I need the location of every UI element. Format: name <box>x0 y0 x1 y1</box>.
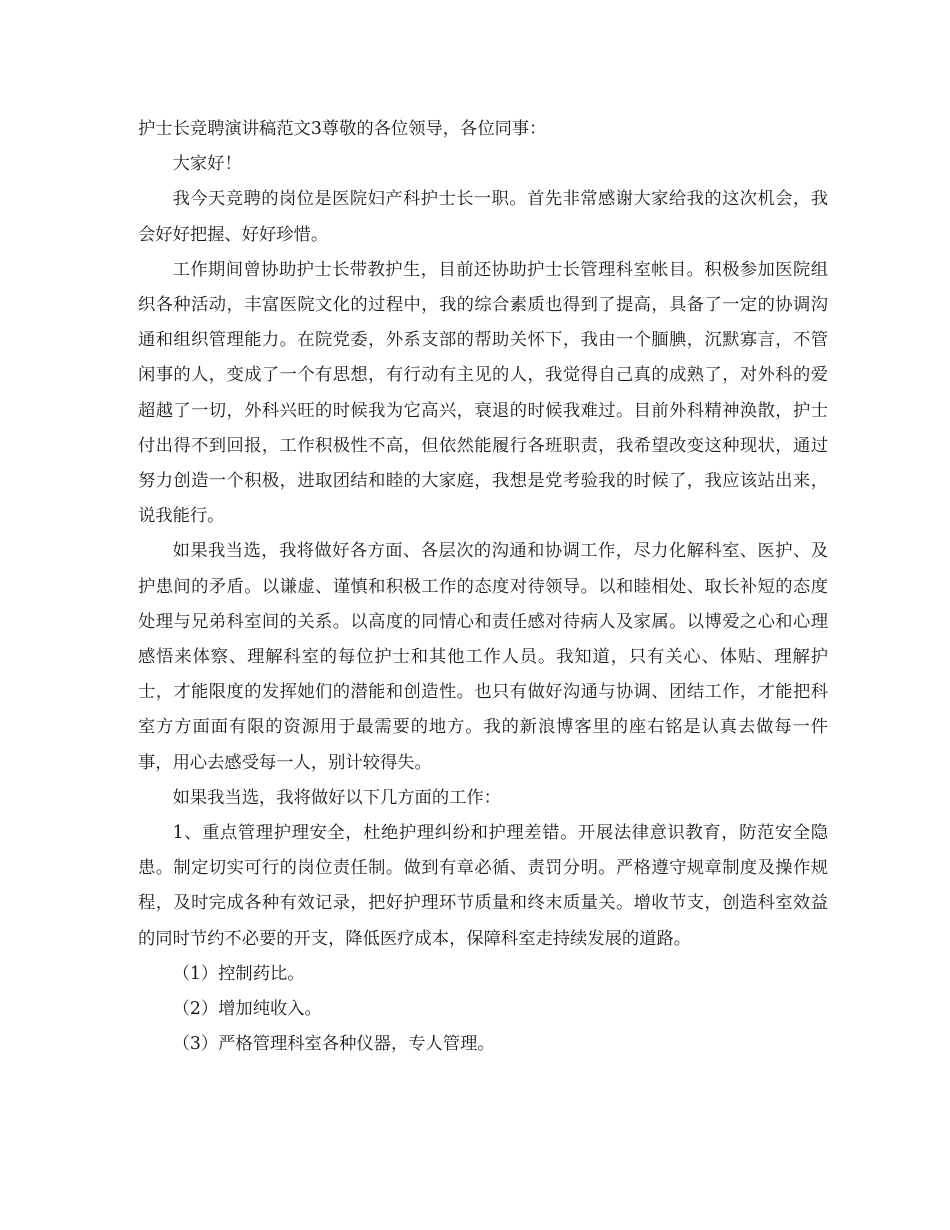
intro-line: 护士长竞聘演讲稿范文3尊敬的各位领导，各位同事： <box>138 119 547 139</box>
list-item: （1）控制药比。 <box>172 963 305 984</box>
body-paragraph: 我今天竞聘的岗位是医院妇产科护士长一职。首先非常感谢大家给我的这次机会，我会好好把握、好好珍惜。 <box>138 189 828 245</box>
body-paragraph: 如果我当选，我将做好各方面、各层次的沟通和协调工作，尽力化解科室、医护、及护患间的矛盾。以谦虚、谨慎和积极工作的态度对待领导。以和睦相处、取长补短的态度处理与兄弟科室间的关系。以高度的同情心和责任感对待病人及家属。以博爱之心和心理感悟来体察、理解科室的每位护士和其他工作人员。我知道，只有关心、体贴、理解护士，才能限度的发挥她们的潜能和创造性。也只有做好沟通与协调、团结工作，才能把科室方方面面有限的资源用于最需要的地方。我的新浪博客里的座右铭是认真去做每一件事，用心去感受每一人，别计较得失。 <box>138 541 828 773</box>
document-body <box>138 112 828 1062</box>
list-item: （3）严格管理科室各种仪器，专人管理。 <box>172 1034 495 1055</box>
list-item: （2）增加纯收入。 <box>172 999 322 1020</box>
body-paragraph: 1、重点管理护理安全，杜绝护理纠纷和护理差错。开展法律意识教育，防范安全隐患。制定切实可行的岗位责任制。做到有章必循、责罚分明。严格遵守规章制度及操作规程，及时完成各种有效记录，把好护理环节质量和终末质量关。增收节支，创造科室效益的同时节约不必要的开支，降低医疗成本，保障科室走持续发展的道路。 <box>138 823 828 949</box>
greeting-paragraph: 大家好！ <box>172 154 242 175</box>
body-paragraph: 工作期间曾协助护士长带教护生，目前还协助护士长管理科室帐目。积极参加医院组织各种活动，丰富医院文化的过程中，我的综合素质也得到了提高，具备了一定的协调沟通和组织管理能力。在院党委，外系支部的帮助关怀下，我由一个腼腆，沉默寡言，不管闲事的人，变成了一个有思想，有行动有主见的人，我觉得自己真的成熟了，对外科的爱超越了一切，外科兴旺的时候我为它高兴，衰退的时候我难过。目前外科精神涣散，护士付出得不到回报，工作积极性不高，但依然能履行各班职责，我希望改变这种现状，通过努力创造一个积极，进取团结和睦的大家庭，我想是党考验我的时候了，我应该站出来，说我能行。 <box>138 259 828 527</box>
body-paragraph: 如果我当选，我将做好以下几方面的工作： <box>172 787 501 808</box>
